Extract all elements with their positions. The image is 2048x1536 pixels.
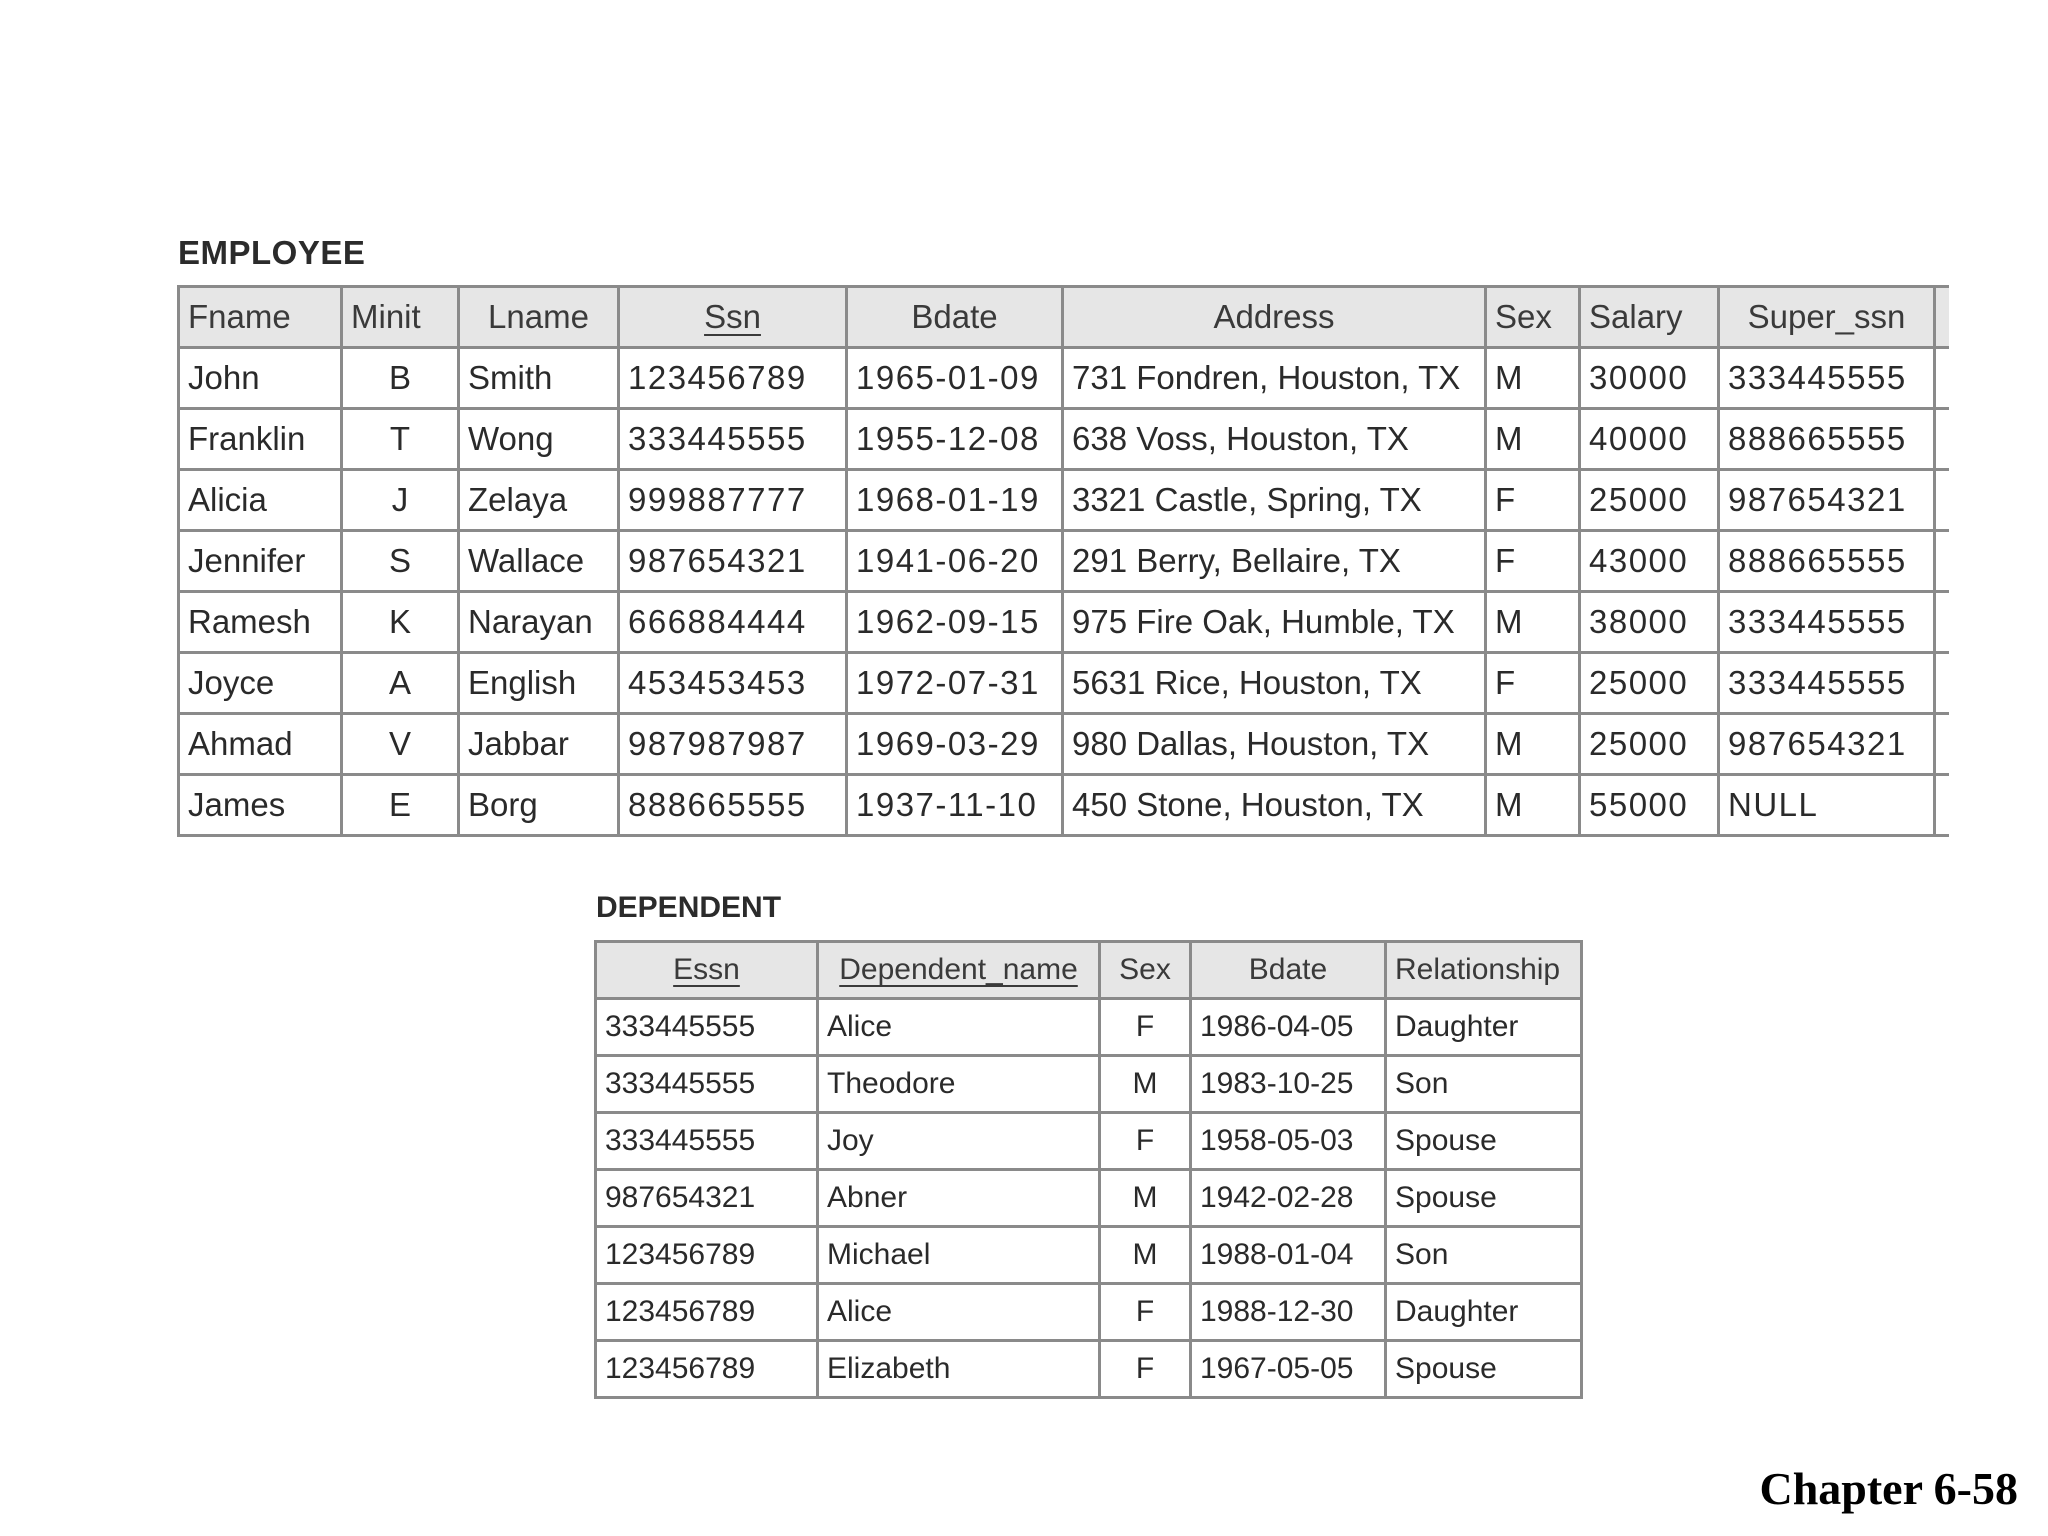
dependent-header-row [596,942,1582,999]
column-header: Salary [1580,287,1719,348]
table-cell: 638 Voss, Houston, TX [1063,409,1486,470]
table-cell: John [179,348,342,409]
table-row [179,592,1950,653]
table-cell: 30000 [1580,348,1719,409]
table-cell: NULL [1719,775,1935,836]
table-cell: Alicia [179,470,342,531]
table-cell: Jabbar [459,714,619,775]
table-cell: M [1486,714,1580,775]
table-cell: 999887777 [619,470,847,531]
table-cell: Zelaya [459,470,619,531]
table-cell: M [1100,1056,1191,1113]
table-cell: 1972-07-31 [847,653,1063,714]
chapter-page-label: Chapter 6-58 [1759,1463,2018,1514]
table-cell: Spouse [1386,1341,1582,1398]
employee-table-body [179,348,1950,836]
table-cell: Daughter [1386,999,1582,1056]
table-cell: 1955-12-08 [847,409,1063,470]
table-cell: Michael [818,1227,1100,1284]
table-cell: F [1100,1341,1191,1398]
table-cell: 888665555 [1719,409,1935,470]
table-cell: M [1100,1170,1191,1227]
table-row [179,531,1950,592]
table-cell: 453453453 [619,653,847,714]
table-row [179,470,1950,531]
table-cell: 1988-01-04 [1191,1227,1386,1284]
table-cell-truncated [1935,531,1950,592]
table-cell: Ramesh [179,592,342,653]
table-cell: B [342,348,459,409]
table-cell: Alice [818,999,1100,1056]
table-cell: Son [1386,1227,1582,1284]
table-cell: F [1100,1113,1191,1170]
table-cell: Joy [818,1113,1100,1170]
table-cell: 1965-01-09 [847,348,1063,409]
table-cell-truncated [1935,775,1950,836]
column-header: Fname [179,287,342,348]
table-cell: 333445555 [1719,653,1935,714]
table-cell: M [1486,592,1580,653]
column-header-primary-key [818,942,1100,999]
table-cell: 40000 [1580,409,1719,470]
table-cell: 123456789 [596,1341,818,1398]
table-cell: 3321 Castle, Spring, TX [1063,470,1486,531]
table-cell-truncated [1935,653,1950,714]
table-cell: 450 Stone, Houston, TX [1063,775,1486,836]
table-cell: Alice [818,1284,1100,1341]
table-cell: Jennifer [179,531,342,592]
table-cell: 123456789 [619,348,847,409]
column-header: Lname [459,287,619,348]
table-cell: M [1486,348,1580,409]
table-cell: 25000 [1580,714,1719,775]
table-cell: Elizabeth [818,1341,1100,1398]
dependent-table-container [594,940,1583,1399]
table-row [179,348,1950,409]
employee-table [177,285,1949,837]
table-row [596,1227,1582,1284]
table-cell: 123456789 [596,1284,818,1341]
table-cell: M [1486,409,1580,470]
table-cell: 1983-10-25 [1191,1056,1386,1113]
column-header-primary-key [596,942,818,999]
table-cell: Abner [818,1170,1100,1227]
table-cell: 1962-09-15 [847,592,1063,653]
table-cell: 987654321 [1719,714,1935,775]
table-cell: Son [1386,1056,1582,1113]
table-cell: Borg [459,775,619,836]
table-cell: E [342,775,459,836]
table-cell: Narayan [459,592,619,653]
employee-header-row [179,287,1950,348]
table-cell: 1968-01-19 [847,470,1063,531]
table-cell: A [342,653,459,714]
table-cell: English [459,653,619,714]
table-cell: F [1100,999,1191,1056]
table-cell-truncated [1935,714,1950,775]
table-cell: S [342,531,459,592]
table-cell: 333445555 [619,409,847,470]
table-row [179,653,1950,714]
table-cell: 333445555 [596,1056,818,1113]
table-cell: 987654321 [1719,470,1935,531]
table-cell-truncated [1935,409,1950,470]
table-cell: F [1100,1284,1191,1341]
table-row [596,1113,1582,1170]
table-cell: Joyce [179,653,342,714]
table-cell: 43000 [1580,531,1719,592]
table-cell: 38000 [1580,592,1719,653]
table-cell: F [1486,531,1580,592]
column-header: Super_ssn [1719,287,1935,348]
table-cell: Theodore [818,1056,1100,1113]
table-cell: 1986-04-05 [1191,999,1386,1056]
table-cell-truncated [1935,348,1950,409]
table-cell: 123456789 [596,1227,818,1284]
table-cell: 5631 Rice, Houston, TX [1063,653,1486,714]
table-row [596,1056,1582,1113]
table-cell: 1937-11-10 [847,775,1063,836]
table-cell: 888665555 [619,775,847,836]
table-cell: Franklin [179,409,342,470]
table-cell: 333445555 [1719,348,1935,409]
primary-key-label: Essn [673,953,740,986]
table-cell: 987987987 [619,714,847,775]
table-cell: Ahmad [179,714,342,775]
primary-key-label: Dependent_name [839,953,1078,986]
table-cell: James [179,775,342,836]
dependent-table-body [596,999,1582,1398]
column-header: Bdate [1191,942,1386,999]
table-cell: 666884444 [619,592,847,653]
table-row [179,714,1950,775]
primary-key-label: Ssn [704,298,761,335]
column-header: Address [1063,287,1486,348]
column-header-primary-key [619,287,847,348]
column-header: Sex [1100,942,1191,999]
dependent-table-title: DEPENDENT [596,891,782,924]
table-cell: 975 Fire Oak, Humble, TX [1063,592,1486,653]
table-cell: V [342,714,459,775]
table-cell: 333445555 [596,999,818,1056]
column-header: Minit [342,287,459,348]
table-cell: 1942-02-28 [1191,1170,1386,1227]
table-cell: 1967-05-05 [1191,1341,1386,1398]
table-cell: 1969-03-29 [847,714,1063,775]
table-cell-truncated [1935,592,1950,653]
table-row [596,1170,1582,1227]
table-cell: Spouse [1386,1170,1582,1227]
table-cell: Smith [459,348,619,409]
table-cell-truncated [1935,470,1950,531]
table-cell: 1941-06-20 [847,531,1063,592]
table-cell: 25000 [1580,653,1719,714]
table-cell: Spouse [1386,1113,1582,1170]
employee-table-container [177,285,1949,850]
table-cell: 987654321 [619,531,847,592]
table-cell: Wong [459,409,619,470]
table-cell: 333445555 [1719,592,1935,653]
column-header-truncated [1935,287,1950,348]
table-row [596,1284,1582,1341]
table-cell: J [342,470,459,531]
table-row [179,409,1950,470]
table-cell: K [342,592,459,653]
table-cell: M [1100,1227,1191,1284]
table-cell: Daughter [1386,1284,1582,1341]
dependent-table [594,940,1583,1399]
table-cell: 731 Fondren, Houston, TX [1063,348,1486,409]
table-cell: T [342,409,459,470]
table-row [179,775,1950,836]
table-row [596,1341,1582,1398]
table-cell: 25000 [1580,470,1719,531]
table-cell: M [1486,775,1580,836]
table-cell: 333445555 [596,1113,818,1170]
table-cell: 291 Berry, Bellaire, TX [1063,531,1486,592]
table-cell: 987654321 [596,1170,818,1227]
column-header: Relationship [1386,942,1582,999]
table-cell: 1958-05-03 [1191,1113,1386,1170]
column-header: Sex [1486,287,1580,348]
table-cell: 1988-12-30 [1191,1284,1386,1341]
table-cell: 980 Dallas, Houston, TX [1063,714,1486,775]
table-cell: F [1486,653,1580,714]
table-cell: 888665555 [1719,531,1935,592]
column-header: Bdate [847,287,1063,348]
table-cell: F [1486,470,1580,531]
table-cell: 55000 [1580,775,1719,836]
table-cell: Wallace [459,531,619,592]
table-row [596,999,1582,1056]
employee-table-title: EMPLOYEE [178,234,366,271]
